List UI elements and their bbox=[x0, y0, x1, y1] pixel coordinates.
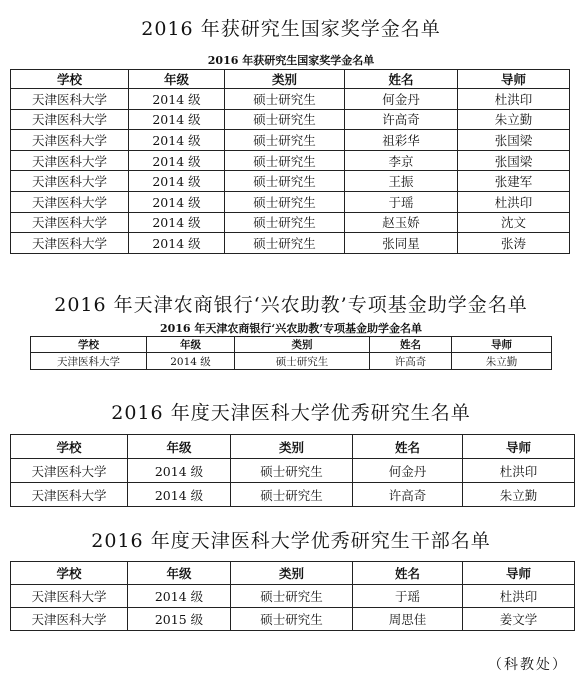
table-row bbox=[11, 459, 575, 483]
table-row bbox=[11, 585, 575, 608]
table-cell: 天津医科大学 bbox=[11, 150, 129, 171]
table-cell: 杜洪印 bbox=[463, 585, 575, 608]
table-header-row bbox=[11, 562, 575, 585]
table-cell: 2014 级 bbox=[129, 150, 225, 171]
table-cell: 硕士研究生 bbox=[231, 459, 353, 483]
section-title: 2016 年度天津医科大学优秀研究生名单 bbox=[111, 402, 471, 424]
table-cell: 2015 级 bbox=[128, 608, 231, 631]
table-cell: 天津医科大学 bbox=[11, 483, 128, 507]
column-header: 姓名 bbox=[353, 435, 463, 459]
column-header: 导师 bbox=[452, 337, 552, 353]
section-rural-bank-grant-subtitle bbox=[0, 320, 582, 336]
column-header: 年级 bbox=[128, 435, 231, 459]
national-scholarship-table bbox=[10, 69, 570, 254]
column-header: 类别 bbox=[225, 70, 345, 89]
table-row bbox=[11, 109, 570, 130]
section-national-scholarship-subtitle bbox=[0, 52, 582, 68]
table-cell: 天津医科大学 bbox=[11, 608, 128, 631]
table-cell: 2014 级 bbox=[128, 483, 231, 507]
section-excellent-graduates bbox=[0, 398, 582, 425]
table-cell: 硕士研究生 bbox=[231, 483, 353, 507]
table-cell: 硕士研究生 bbox=[225, 171, 345, 192]
table-row bbox=[11, 171, 570, 192]
column-header: 导师 bbox=[463, 435, 575, 459]
column-header: 学校 bbox=[11, 562, 128, 585]
column-header: 姓名 bbox=[345, 70, 458, 89]
table-cell: 天津医科大学 bbox=[11, 171, 129, 192]
table-cell: 硕士研究生 bbox=[225, 150, 345, 171]
table-header-row bbox=[31, 337, 552, 353]
column-header: 学校 bbox=[31, 337, 147, 353]
table-cell: 天津医科大学 bbox=[11, 89, 129, 110]
table-cell: 2014 级 bbox=[129, 212, 225, 233]
table-cell: 张国梁 bbox=[458, 130, 570, 151]
column-header: 学校 bbox=[11, 70, 129, 89]
table-cell: 硕士研究生 bbox=[231, 608, 353, 631]
table-cell: 硕士研究生 bbox=[225, 233, 345, 254]
table-row bbox=[11, 212, 570, 233]
table-cell: 朱立勤 bbox=[458, 109, 570, 130]
table-cell: 硕士研究生 bbox=[231, 585, 353, 608]
table-cell: 张同星 bbox=[345, 233, 458, 254]
table-cell: 何金丹 bbox=[353, 459, 463, 483]
table-cell: 2014 级 bbox=[129, 109, 225, 130]
table-cell: 沈文 bbox=[458, 212, 570, 233]
section-title: 2016 年度天津医科大学优秀研究生干部名单 bbox=[91, 530, 491, 552]
table-cell: 硕士研究生 bbox=[225, 212, 345, 233]
table-cell: 2014 级 bbox=[129, 191, 225, 212]
table-cell: 姜文学 bbox=[463, 608, 575, 631]
column-header: 年级 bbox=[129, 70, 225, 89]
column-header: 导师 bbox=[458, 70, 570, 89]
table-cell: 李京 bbox=[345, 150, 458, 171]
table-row bbox=[11, 608, 575, 631]
table-cell: 何金丹 bbox=[345, 89, 458, 110]
table-cell: 2014 级 bbox=[128, 585, 231, 608]
table-cell: 朱立勤 bbox=[452, 353, 552, 370]
table-cell: 赵玉娇 bbox=[345, 212, 458, 233]
table-cell: 2014 级 bbox=[129, 89, 225, 110]
table-cell: 硕士研究生 bbox=[225, 191, 345, 212]
table-cell: 天津医科大学 bbox=[11, 109, 129, 130]
table-row bbox=[11, 89, 570, 110]
footer-source: （科教处） bbox=[488, 657, 568, 673]
table-cell: 杜洪印 bbox=[458, 191, 570, 212]
table-cell: 许高奇 bbox=[353, 483, 463, 507]
table-row bbox=[11, 130, 570, 151]
table-cell: 祖彩华 bbox=[345, 130, 458, 151]
table-cell: 王振 bbox=[345, 171, 458, 192]
section-title: 2016 年获研究生国家奖学金名单 bbox=[141, 18, 441, 40]
table-cell: 杜洪印 bbox=[458, 89, 570, 110]
table-cell: 2014 级 bbox=[129, 130, 225, 151]
table-cell: 硕士研究生 bbox=[225, 89, 345, 110]
table-cell: 天津医科大学 bbox=[11, 459, 128, 483]
table-cell: 天津医科大学 bbox=[31, 353, 147, 370]
table-cell: 硕士研究生 bbox=[235, 353, 370, 370]
section-national-scholarship bbox=[0, 14, 582, 41]
table-cell: 周思佳 bbox=[353, 608, 463, 631]
table-cell: 天津医科大学 bbox=[11, 191, 129, 212]
column-header: 学校 bbox=[11, 435, 128, 459]
table-header-row bbox=[11, 435, 575, 459]
table-cell: 2014 级 bbox=[128, 459, 231, 483]
table-cell: 天津医科大学 bbox=[11, 233, 129, 254]
column-header: 类别 bbox=[235, 337, 370, 353]
rural-bank-grant-table bbox=[30, 336, 552, 370]
section-title: 2016 年天津农商银行‘兴农助教’专项基金助学金名单 bbox=[54, 294, 528, 316]
table-cell: 天津医科大学 bbox=[11, 130, 129, 151]
table-cell: 天津医科大学 bbox=[11, 585, 128, 608]
column-header: 年级 bbox=[128, 562, 231, 585]
section-rural-bank-grant bbox=[0, 290, 582, 317]
table-cell: 许高奇 bbox=[345, 109, 458, 130]
table-row bbox=[11, 150, 570, 171]
table-cell: 硕士研究生 bbox=[225, 109, 345, 130]
column-header: 导师 bbox=[463, 562, 575, 585]
table-cell: 2014 级 bbox=[147, 353, 235, 370]
table-row bbox=[11, 233, 570, 254]
table-row bbox=[11, 191, 570, 212]
excellent-graduates-table bbox=[10, 434, 575, 507]
column-header: 类别 bbox=[231, 562, 353, 585]
table-cell: 朱立勤 bbox=[463, 483, 575, 507]
column-header: 姓名 bbox=[370, 337, 452, 353]
table-cell: 张涛 bbox=[458, 233, 570, 254]
table-row bbox=[31, 353, 552, 370]
table-cell: 2014 级 bbox=[129, 233, 225, 254]
column-header: 年级 bbox=[147, 337, 235, 353]
section-subtitle: 2016 年天津农商银行‘兴农助教’专项基金助学金名单 bbox=[159, 322, 423, 335]
table-header-row bbox=[11, 70, 570, 89]
table-cell: 硕士研究生 bbox=[225, 130, 345, 151]
table-cell: 于瑶 bbox=[353, 585, 463, 608]
table-row bbox=[11, 483, 575, 507]
table-cell: 张国梁 bbox=[458, 150, 570, 171]
section-subtitle: 2016 年获研究生国家奖学金名单 bbox=[207, 54, 375, 67]
excellent-cadres-table bbox=[10, 561, 575, 631]
table-cell: 杜洪印 bbox=[463, 459, 575, 483]
table-cell: 许高奇 bbox=[370, 353, 452, 370]
table-cell: 于瑶 bbox=[345, 191, 458, 212]
section-excellent-cadres bbox=[0, 526, 582, 553]
table-cell: 天津医科大学 bbox=[11, 212, 129, 233]
column-header: 姓名 bbox=[353, 562, 463, 585]
table-cell: 张建军 bbox=[458, 171, 570, 192]
column-header: 类别 bbox=[231, 435, 353, 459]
table-cell: 2014 级 bbox=[129, 171, 225, 192]
